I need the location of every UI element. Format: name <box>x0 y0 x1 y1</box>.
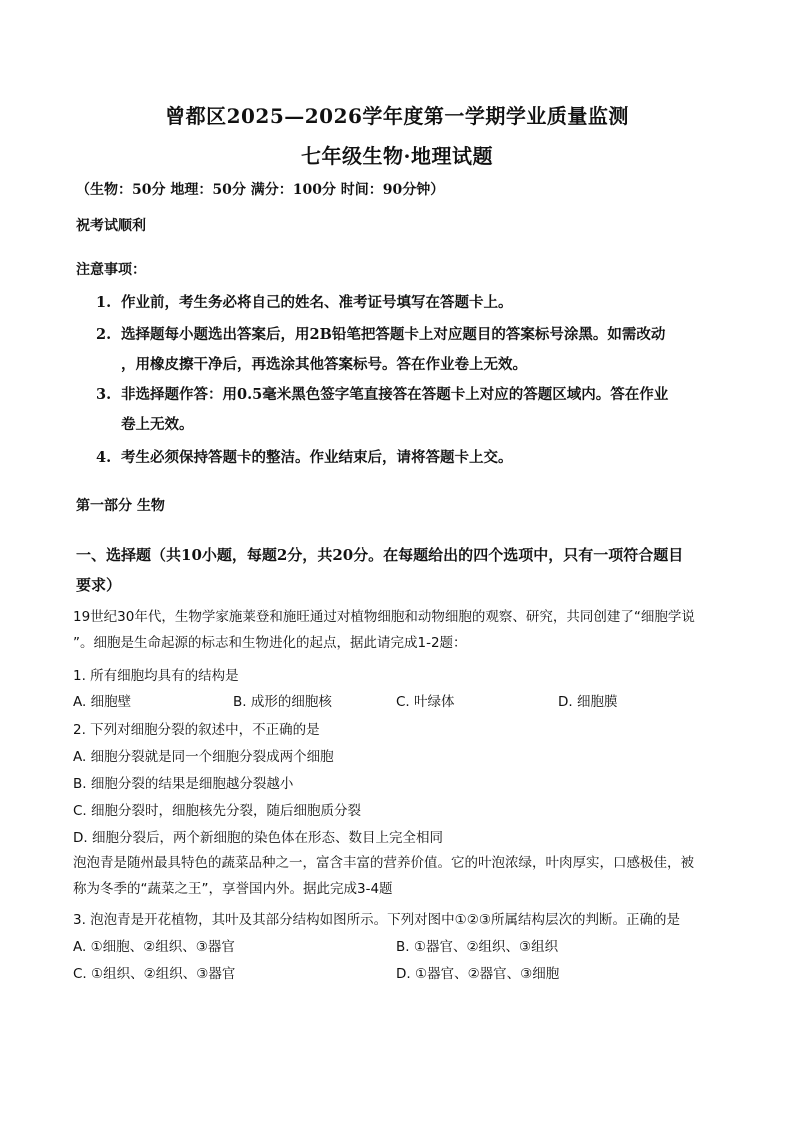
notice-number: 3. <box>96 386 112 403</box>
q1-option-d: D. 细胞膜 <box>558 694 618 710</box>
notice-item-4 <box>96 443 722 473</box>
score-time-info: （生物：50分 地理：50分 满分：100分 时间：90分钟） <box>76 182 445 198</box>
notice-text: 作业前，考生务必将自己的姓名、准考证号填写在答题卡上。 <box>121 294 513 311</box>
intro-line: 泡泡青是随州最具特色的蔬菜品种之一，富含丰富的营养价值。它的叶泡浓绿，叶肉厚实，口感极佳，被 <box>73 855 694 871</box>
reading-intro-1 <box>73 604 723 656</box>
section-heading <box>76 540 726 600</box>
q2-option-b: B. 细胞分裂的结果是细胞越分裂越小 <box>73 776 294 792</box>
q3-option-a: A. ①细胞、②组织、③器官 <box>73 939 235 955</box>
q2-option-a: A. 细胞分裂就是同一个细胞分裂成两个细胞 <box>73 749 334 765</box>
intro-line: ”。细胞是生命起源的标志和生物进化的起点，据此请完成1-2题： <box>73 635 467 651</box>
exam-title: 曾都区2025—2026学年度第一学期学业质量监测 <box>165 104 629 128</box>
part-heading: 第一部分 生物 <box>76 498 165 514</box>
section-heading-line: 一、选择题（共10小题，每题2分，共20分。在每题给出的四个选项中，只有一项符合题目 <box>76 546 684 564</box>
notice-number: 2. <box>96 326 112 343</box>
notice-number: 4. <box>96 449 112 466</box>
notice-number: 1. <box>96 294 112 311</box>
notice-item-2 <box>96 320 722 380</box>
intro-line: 称为冬季的“蔬菜之王”，享誉国内外。据此完成3-4题 <box>73 881 393 897</box>
intro-line: 19世纪30年代，生物学家施莱登和施旺通过对植物细胞和动物细胞的观察、研究，共同创建了“细胞学说 <box>73 609 695 625</box>
notice-text-continued: 卷上无效。 <box>121 416 194 433</box>
question-3-stem: 3. 泡泡青是开花植物，其叶及其部分结构如图所示。下列对图中①②③所属结构层次的判断。正确的是 <box>73 912 680 928</box>
reading-intro-2 <box>73 850 723 902</box>
q1-option-b: B. 成形的细胞核 <box>233 694 332 710</box>
good-luck-text: 祝考试顺利 <box>76 218 146 234</box>
q1-option-c: C. 叶绿体 <box>396 694 455 710</box>
question-1-stem: 1. 所有细胞均具有的结构是 <box>73 668 239 684</box>
notice-text: 考生必须保持答题卡的整洁。作业结束后，请将答题卡上交。 <box>121 449 513 466</box>
q3-option-d: D. ①器官、②器官、③细胞 <box>396 966 560 982</box>
notice-text-continued: ，用橡皮擦干净后，再选涂其他答案标号。答在作业卷上无效。 <box>121 356 527 373</box>
q3-option-c: C. ①组织、②组织、③器官 <box>73 966 236 982</box>
q2-option-c: C. 细胞分裂时，细胞核先分裂，随后细胞质分裂 <box>73 803 362 819</box>
section-heading-line: 要求） <box>76 576 122 594</box>
q1-option-a: A. 细胞壁 <box>73 694 132 710</box>
notice-text: 选择题每小题选出答案后，用2B铅笔把答题卡上对应题目的答案标号涂黑。如需改动 <box>121 326 666 343</box>
notice-text: 非选择题作答：用0.5毫米黑色签字笔直接答在答题卡上对应的答题区域内。答在作业 <box>121 386 669 403</box>
notice-heading: 注意事项： <box>76 262 146 278</box>
question-2-stem: 2. 下列对细胞分裂的叙述中，不正确的是 <box>73 722 320 738</box>
notice-item-3 <box>96 380 722 440</box>
q3-option-b: B. ①器官、②组织、③组织 <box>396 939 559 955</box>
q2-option-d: D. 细胞分裂后，两个新细胞的染色体在形态、数目上完全相同 <box>73 830 443 846</box>
exam-subject-title: 七年级生物·地理试题 <box>301 144 493 168</box>
notice-item-1 <box>96 288 722 318</box>
